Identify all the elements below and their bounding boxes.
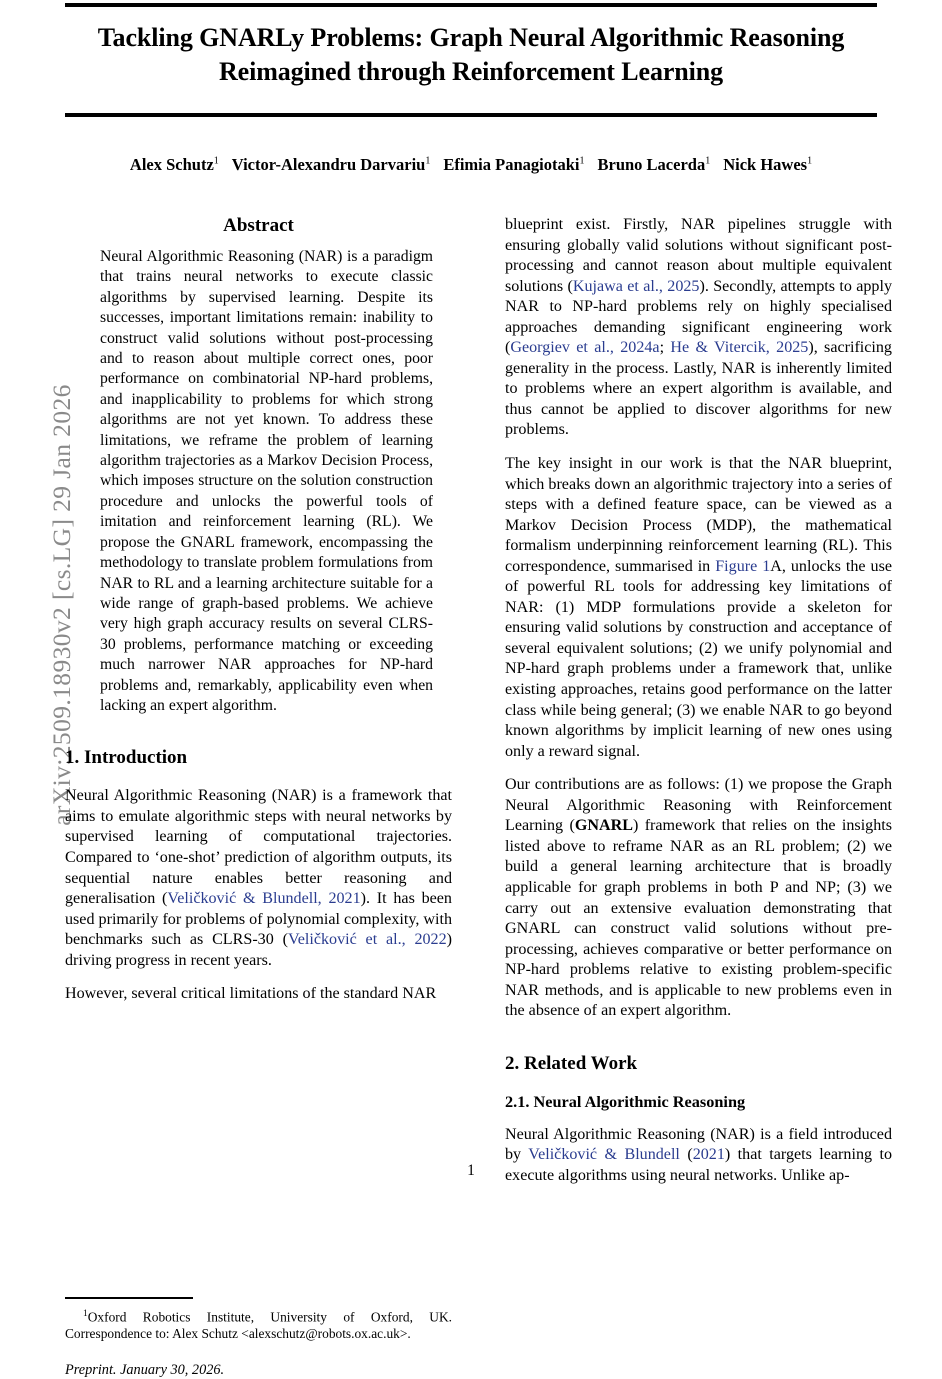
header-rule-top <box>65 3 877 7</box>
footnote-block <box>65 1297 452 1379</box>
text-run: ). It has been used primarily for problems of polynomial complexity, with benchmarks such as CLRS-30 ( <box>65 890 452 949</box>
author-name: Nick Hawes <box>723 155 808 174</box>
footnote-marker: 1 <box>83 1308 88 1319</box>
citation-link[interactable]: Veličković et al., 2022 <box>287 931 447 949</box>
citation-link[interactable]: Veličković & Blundell, 2021 <box>167 890 361 908</box>
arxiv-stamp: arXiv:2509.18930v2 [cs.LG] 29 Jan 2026 <box>47 384 76 826</box>
author-name: Victor-Alexandru Darvariu <box>231 155 426 174</box>
citation-link[interactable]: Georgiev et al., 2024a <box>510 339 660 357</box>
author-affiliation-marker: 1 <box>705 155 711 167</box>
text-run: Our contributions are as follows: (1) we propose the Graph Neural Algorithmic Reasoning with Reinforcement Learning ( <box>505 776 892 835</box>
author-affiliation-marker: 1 <box>425 155 431 167</box>
subsection-heading-neural-algorithmic-reasoning: 2.1. Neural Algorithmic Reasoning <box>505 1091 746 1111</box>
author-name: Bruno Lacerda <box>597 155 706 174</box>
paper-content <box>65 0 893 1378</box>
abstract-body: Neural Algorithmic Reasoning (NAR) is a paradigm that trains neural networks to execute classic algorithms by supervised learning. Despite its successes, important limitations remain: inability to construct valid solutions without post-processing and to reason about multiple correct ones, poor performance on combinatorial NP-hard problems, and inapplicability to problems for which strong algorithms are not yet known. To address these limitations, we reframe the problem of learning algorithm trajectories as a Markov Decision Process, which imposes structure on the solution construction procedure and unlocks the powerful tools of imitation and reinforcement learning (RL). We propose the GNARL framework, encompassing the methodology to translate problem formulations from NAR to RL and a learning architecture suitable for a wide range of graph-based problems. We achieve very high graph accuracy results on several CLRS-30 problems, performance matching or exceeding much narrower NAR approaches for NP-hard problems and, remarkably, applicability even when lacking an expert algorithm. <box>100 248 433 714</box>
author-name: Alex Schutz <box>129 155 214 174</box>
text-run: ( <box>679 1146 693 1164</box>
text-run: blueprint exist. Firstly, NAR pipelines struggle with ensuring globally valid solutions without significant post-processing and cannot reason about multiple equivalent solutions ( <box>505 216 892 295</box>
abstract-heading: Abstract <box>223 215 294 236</box>
paragraph-intro-2-start: However, several critical limitations of the standard NAR <box>65 985 437 1003</box>
framework-name: GNARL <box>574 817 633 835</box>
section-heading-related-work: 2. Related Work <box>505 1052 638 1074</box>
section-heading-introduction: 1. Introduction <box>65 747 188 769</box>
paragraph-intro-3 <box>505 454 892 762</box>
citation-link[interactable]: Veličković & Blundell <box>528 1146 680 1164</box>
figure-reference-link[interactable]: Figure 1 <box>715 557 771 575</box>
text-run: ; <box>659 339 671 357</box>
preprint-notice: Preprint. January 30, 2026. <box>65 1361 225 1378</box>
citation-link[interactable]: He & Vitercik, 2025 <box>670 339 809 357</box>
citation-link[interactable]: Kujawa et al., 2025 <box>572 277 700 295</box>
footnote-rule <box>65 1297 193 1299</box>
text-run: ) framework that relies on the insights listed above to reframe NAR as an RL problem; (2) we build a general learning architecture that is broadly applicable for graph problems in both P and NP; (3) we carry out an extensive evaluation demonstrating that GNARL can construct valid solutions without pre-processing, achieves comparative or better performance on NP-hard problems relative to existing problem-specific NAR methods, and is applicable to new problems even in the absence of an expert algorithm. <box>505 817 892 1020</box>
paragraph-intro-1 <box>65 786 452 971</box>
page-number: 1 <box>467 1162 475 1179</box>
column-right <box>505 215 892 1186</box>
text-run: ). Secondly, attempts to apply NAR to NP-hard problems rely on highly specialised approaches demanding significant engineering work ( <box>505 277 892 357</box>
citation-link-year[interactable]: 2021 <box>692 1146 725 1164</box>
footnote-text <box>65 1306 452 1343</box>
author-affiliation-marker: 1 <box>213 155 219 167</box>
text-run: ) that targets learning to execute algorithms using neural networks. Unlike ap- <box>505 1146 892 1184</box>
author-list <box>65 155 877 175</box>
author-name: Efimia Panagiotaki <box>443 155 580 174</box>
column-left <box>65 215 452 1378</box>
header-rule-under-title <box>65 113 877 117</box>
text-run: Neural Algorithmic Reasoning (NAR) is a field introduced by <box>505 1125 892 1164</box>
text-run: A, unlocks the use of powerful RL tools for addressing key limitations of NAR: (1) MDP formulations provide a skeleton for ensuring valid solutions by construction and acceptance of several equivalent solutions; (2) we unify polynomial and NP-hard graph problems under a framework that, unlike existing approaches, retains good performance on the latter class while being general; (3) we enable NAR to go beyond known algorithms by implicit learning of new ones using only a reward signal. <box>505 557 893 760</box>
text-run: Oxford Robotics Institute, University of Oxford, UK. Correspondence to: Alex Schutz <alexschutz@robots.ox.ac.uk>. <box>65 1309 452 1342</box>
text-run: The key insight in our work is that the NAR blueprint, which breaks down an algorithmic trajectory into a series of steps with a defined feature space, can be viewed as a Markov Decision Process (MDP), the mathematical formalism underpinning reinforcement learning (RL). This correspondence, summarised in <box>505 455 892 575</box>
paragraph-intro-2-cont <box>505 215 892 441</box>
author-affiliation-marker: 1 <box>807 155 813 167</box>
text-run: ) driving progress in recent years. <box>65 931 452 969</box>
author-affiliation-marker: 1 <box>579 155 585 167</box>
text-run: ), sacrificing generality in the process. Lastly, NAR is inherently limited to problems where an expert algorithm is available, and thus cannot be applied to discover algorithms for new problems. <box>505 339 892 439</box>
paragraph-intro-4 <box>505 775 892 1022</box>
text-run: Neural Algorithmic Reasoning (NAR) is a framework that aims to emulate algorithmic steps with neural networks by supervised learning of computational trajectories. Compared to ‘one-shot’ prediction of algorithm outputs, its sequential nature enables better reasoning and generalisation ( <box>65 787 452 908</box>
page-title: Tackling GNARLy Problems: Graph Neural Algorithmic Reasoning Reimagined through Reinforcement Learning <box>97 23 845 86</box>
